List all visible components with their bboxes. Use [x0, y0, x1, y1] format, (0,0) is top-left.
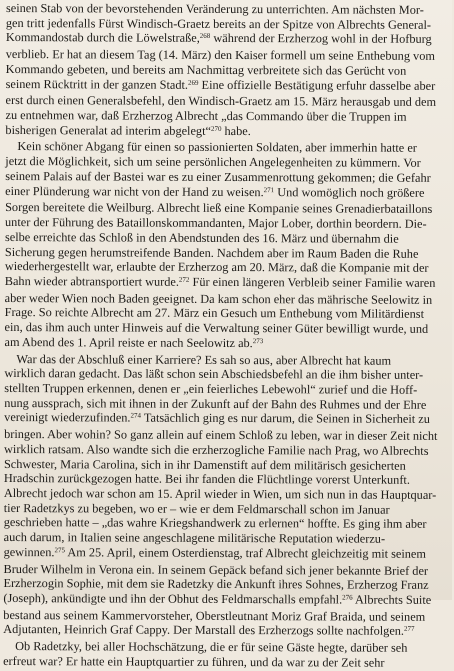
text-run: wirklich daran gedacht. Das läßt schon sein Abschiedsbefehl an die ihm bisher unter- [4, 366, 424, 383]
text-line [4, 410, 452, 429]
text-run: Kommandostab durch die Löwelstraße, [5, 30, 200, 46]
text-run: wirklich ratsam. Also wandte sich die erzherzogliche Familie nach Prag, wo Albrechts [4, 441, 429, 458]
text-line [3, 654, 451, 671]
text-run: einer Plünderung war nicht von der Hand zu weisen. [5, 183, 264, 199]
footnote-marker: 270 [210, 124, 222, 133]
footnote-marker: 268 [199, 32, 211, 41]
text-run: Kommando gebeten, und bereits am Nachmittag verbreitete sich das Gerücht von [5, 61, 407, 78]
text-run: seinem Rücktritt in der ganzen Stadt. [5, 76, 189, 92]
text-line [5, 123, 453, 142]
text-run: Sicherung gegen herumstreifende Banden. Nachdem aber im Raum Baden die Ruhe [4, 244, 419, 261]
text-run: Adjutanten, Heinrich Graf Cappy. Der Marstall des Erzherzogs sollte nachfolgen. [3, 622, 405, 639]
text-run: geschrieben hatte – „das wahre Kriegshandwerk zu erlernen“ hoffte. Es ging ihm aber [3, 515, 427, 532]
text-run: Und womöglich noch größere [274, 184, 425, 200]
text-run: seinem Palais auf der Bastei war es zu einer Zusammenrottung gekommen; die Gefahr [5, 168, 431, 185]
text-run: Am 25. April, einem Osterdienstag, traf Albrecht gleichzeitig mit seinem [64, 545, 426, 561]
text-line [5, 274, 453, 293]
text-run: stellten Truppen erkennen, denen er „ein feierliches Lebewohl“ zurief und die Hoff- [4, 380, 418, 397]
text-line [5, 184, 453, 203]
text-run: Bahn wieder abtransportiert wurde. [4, 273, 179, 289]
text-line [4, 335, 452, 354]
text-run: gewinnen. [3, 544, 55, 560]
paragraph [3, 639, 451, 670]
footnote-marker: 276 [342, 593, 353, 602]
text-run: jetzt die Möglichkeit, sich um seine persönlichen Angelegenheiten zu kümmern. Vor [5, 154, 421, 170]
text-run: Tatsächlich ging es nur darum, die Seinen in Sicherheit zu [140, 410, 430, 427]
text-run: am Abend des 1. April reiste er nach Seelowitz ab. [4, 334, 253, 350]
footnote-marker: 275 [54, 546, 66, 555]
text-run: gen tritt jedenfalls Fürst Windisch-Graetz bereits an der Spitze von Albrechts General- [5, 15, 432, 32]
text-run: erst durch einen Generalsbefehl, den Windisch-Graetz am 15. März herausgab und dem [5, 93, 437, 110]
text-run: Schwester, Maria Carolina, sich in ihr Damenstift auf dem militärisch gesicherten [3, 456, 406, 473]
text-line [4, 545, 452, 564]
text-run: ein, das ihm auch unter Hinweis auf die Verwaltung seiner Güter bewilligt wurde, und [4, 320, 429, 336]
text-run: Frage. So reichte Albrecht am 27. März ein Gesuch um Enthebung vom Militärdienst [4, 305, 425, 322]
text-run: nung aussprach, sich mit ihnen in der Zukunft auf der Bahn des Ruhmes und der Ehre [4, 395, 427, 412]
text-run: verblieb. Er hat an diesem Tag (14. März) den Kaiser formell um seine Enthebung vom [5, 47, 435, 64]
text-run: selbe erreichte das Schloß in den Abendstunden des 16. März und übernahm die [4, 229, 399, 246]
footnote-marker: 277 [404, 625, 415, 634]
text-run: Hradschin zurückgezogen hatte. Bei ihr fanden die Flüchtlinge vorerst Unterkunft. [3, 471, 410, 488]
text-run: Ob Radetzky, bei aller Hochschätzung, die er für seine Gäste hegte, darüber seh [15, 639, 408, 655]
body-text [3, 1, 454, 671]
text-run: habe. [221, 123, 251, 138]
text-run: während der Erzherzog wohl in der Hofburg [210, 31, 432, 47]
text-line [3, 622, 451, 641]
paragraph [5, 1, 454, 141]
text-run: zu entnehmen war, daß Erzherzog Albrecht „das Commando über die Truppen im [5, 108, 407, 124]
text-run: vereinigt wiederzufinden. [4, 410, 131, 425]
text-run: wiederhergestellt war, erlaubte der Erzherzog am 20. März, daß die Kompanie mit der [4, 259, 429, 276]
text-run: erfreut war? Er hatte ein Hauptquartier zu führen, und da war zu der Zeit sehr [3, 653, 385, 670]
footnote-marker: 272 [178, 275, 190, 284]
paragraph [3, 352, 452, 642]
text-run: Bruder Wilhelm in Verona ein. In seinem Gepäck befand sich jener bekannte Brief der [3, 561, 429, 578]
text-line [3, 591, 451, 610]
paragraph [4, 139, 453, 353]
text-run: (Joseph), ankündigte und ihn der Obhut des Feldmarschalls empfahl. [3, 591, 343, 607]
text-run: bisherigen Generalat ad interim abgelegt“ [5, 122, 212, 138]
text-run: Albrecht jedoch war schon am 15. April wieder in Wien, um sich nun in das Hauptquar- [3, 485, 437, 502]
text-run: Für einen längeren Verbleib seiner Familie waren [189, 274, 436, 290]
text-run: Sorgen bereitete die Weilburg. Albrecht ließ eine Kompanie seines Grenadierbataillons [5, 200, 433, 217]
footnote-marker: 269 [187, 78, 199, 87]
text-run: aber weder Wien noch Baden geeignet. Da kam schon eher das mährische Seelowitz in [4, 290, 433, 307]
footnote-marker: 271 [263, 185, 275, 194]
text-line [6, 30, 454, 49]
footnote-marker: 274 [130, 411, 142, 420]
text-run: Albrechts Suite [352, 592, 432, 607]
text-run: seinen Stab von der bevorstehenden Veränderung zu unterrichten. Am nächsten Mor- [5, 1, 424, 17]
text-run: auch darum, in Italien seine angeschlagene militärische Reputation wiederzu- [3, 530, 386, 546]
text-run: Kein schöner Abgang für einen so passionierten Soldaten, aber immerhin hatte er [17, 139, 417, 156]
text-run: Eine offizielle Bestätigung erfuhr dasselbe aber [198, 77, 436, 93]
text-run: tier Radetzkys zu begeben, wo er – wie er dem Feldmarschall schon im Januar [3, 500, 390, 517]
footnote-marker: 273 [252, 336, 264, 345]
text-run: bestand aus seinem Kammervorsteher, Oberstleutnant Moriz Graf Braida, und seinem [3, 607, 426, 624]
text-run: bringen. Aber wohin? So ganz allein auf einem Schloß zu leben, war in dieser Zeit nicht [4, 427, 438, 444]
text-line [6, 77, 454, 96]
text-run: unter der Führung des Bataillonskommandanten, Major Lober, dorthin beordern. Die- [5, 215, 427, 231]
text-run: War das der Abschluß einer Karriere? Es sah so aus, aber Albrecht hat kaum [16, 351, 392, 368]
text-run: Erzherzogin Sophie, mit dem sie Radetzky die Ankunft ihres Sohnes, Erzherzog Franz [3, 576, 429, 593]
